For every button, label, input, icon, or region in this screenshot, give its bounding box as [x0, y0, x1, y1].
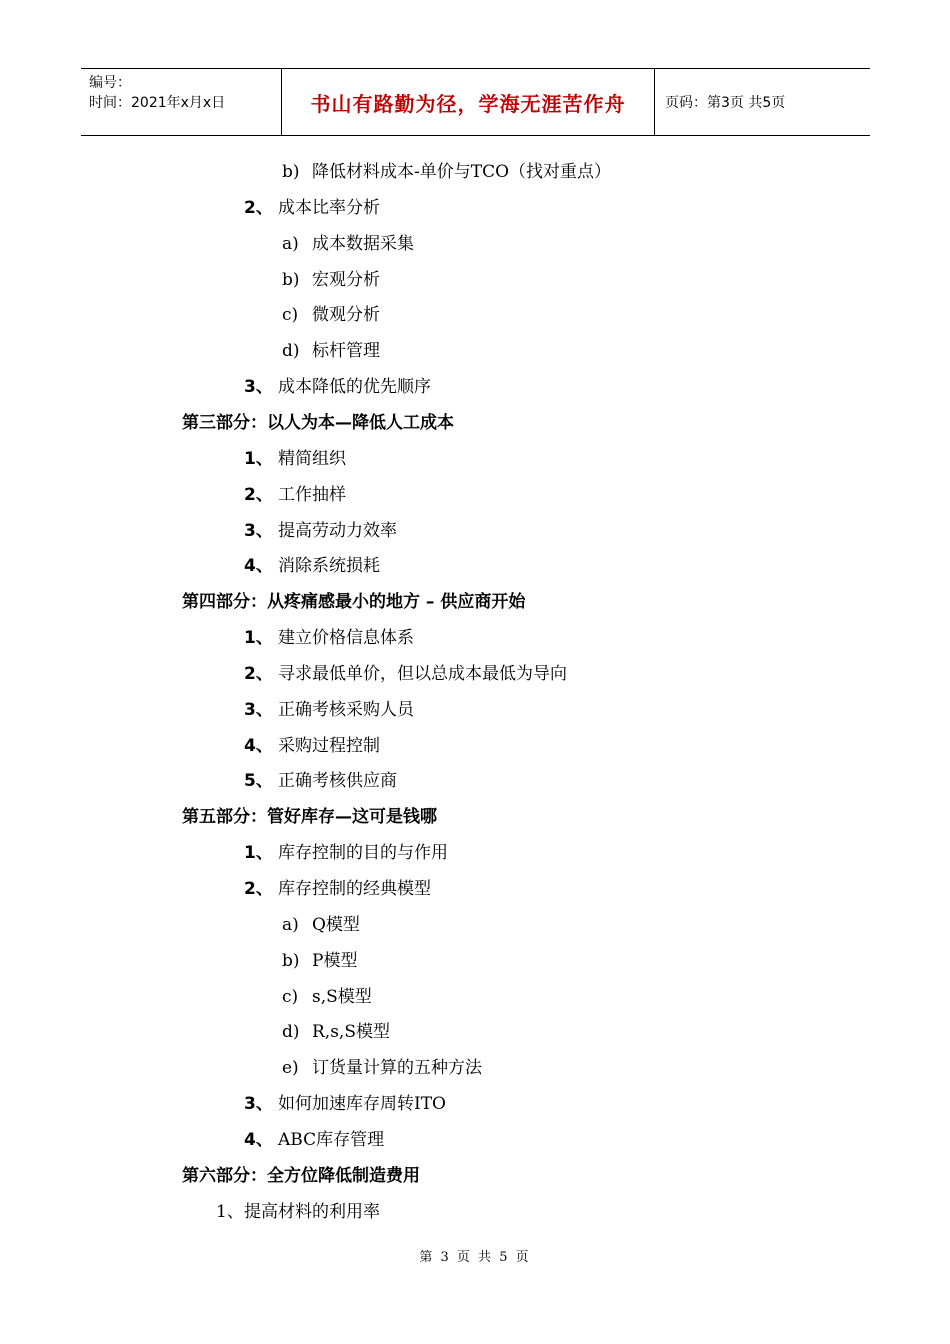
- item-text: 标杆管理: [312, 341, 380, 362]
- time-label: 时间：2021年x月x日: [89, 95, 226, 111]
- item-text: 建立价格信息体系: [278, 628, 414, 649]
- header-meta: [81, 69, 282, 135]
- header-motto: 书山有路勤为径，学海无涯苦作舟: [282, 69, 655, 135]
- item-marker: b): [282, 269, 300, 290]
- item-marker: 2、: [244, 484, 273, 505]
- item-marker: 4、: [244, 1129, 273, 1150]
- item-text: 消除系统损耗: [278, 556, 380, 577]
- item-marker: a): [282, 914, 299, 935]
- item-marker: 1、: [216, 1201, 244, 1222]
- item-marker: 3、: [244, 699, 273, 720]
- item-text: s,S模型: [312, 986, 372, 1007]
- item-marker: 2、: [244, 879, 273, 899]
- item-marker: 3、: [244, 377, 273, 398]
- item-text: 降低材料成本-单价与TCO（找对重点）: [312, 162, 612, 182]
- item-text: 宏观分析: [312, 269, 380, 290]
- item-text: 微观分析: [312, 305, 380, 326]
- item-text: Q模型: [312, 914, 360, 935]
- item-text: ABC库存管理: [278, 1129, 385, 1150]
- section-heading: [182, 1164, 420, 1188]
- item-text: 提高材料的利用率: [244, 1201, 380, 1222]
- item-marker: 2、: [244, 663, 273, 684]
- serial-label: 编号：: [89, 75, 131, 91]
- item-text: 采购过程控制: [278, 735, 380, 756]
- item-marker: 1、: [244, 628, 273, 649]
- item-text: 正确考核供应商: [278, 771, 397, 792]
- item-marker: c): [282, 986, 299, 1007]
- item-marker: 3、: [244, 520, 273, 541]
- item-marker: 4、: [244, 556, 273, 577]
- item-marker: d): [282, 1022, 300, 1043]
- item-marker: 2、: [244, 197, 273, 218]
- page-footer: 第 3 页 共 5 页: [419, 1250, 531, 1265]
- item-marker: a): [282, 233, 299, 254]
- item-text: P模型: [312, 950, 358, 971]
- item-text: 订货量计算的五种方法: [312, 1058, 482, 1079]
- page-header: [81, 68, 870, 136]
- item-marker: 4、: [244, 735, 273, 756]
- section-heading: [182, 805, 437, 829]
- item-marker: d): [282, 341, 300, 362]
- section-heading-text: 第四部分：从疼痛感最小的地方 – 供应商开始: [182, 592, 526, 613]
- item-marker: 5、: [244, 771, 273, 792]
- item-text: 库存控制的经典模型: [278, 879, 431, 899]
- header-page-info: 页码：第3页 共5页: [665, 95, 786, 111]
- item-marker: b): [282, 950, 300, 971]
- item-marker: 1、: [244, 843, 273, 864]
- item-text: 工作抽样: [278, 484, 346, 505]
- section-heading-text: 第五部分：管好库存—这可是钱哪: [182, 807, 437, 828]
- item-text: R,s,S模型: [312, 1022, 390, 1043]
- item-marker: 1、: [244, 448, 273, 469]
- item-text: 库存控制的目的与作用: [278, 843, 448, 864]
- section-heading: [182, 411, 454, 435]
- item-text: 成本数据采集: [312, 233, 414, 254]
- section-heading-text: 第三部分：以人为本—降低人工成本: [182, 412, 454, 433]
- item-text: 如何加速库存周转ITO: [278, 1094, 446, 1115]
- item-marker: c): [282, 305, 299, 326]
- item-marker: e): [282, 1058, 299, 1079]
- section-heading: [182, 590, 525, 614]
- item-text: 提高劳动力效率: [278, 520, 397, 541]
- item-text: 成本降低的优先顺序: [278, 377, 431, 398]
- item-text: 正确考核采购人员: [278, 699, 414, 720]
- item-text: 寻求最低单价，但以总成本最低为导向: [278, 663, 567, 684]
- item-marker: 3、: [244, 1094, 273, 1115]
- section-heading-text: 第六部分：全方位降低制造费用: [182, 1165, 420, 1186]
- item-marker: b): [282, 162, 300, 182]
- item-text: 成本比率分析: [278, 197, 380, 218]
- item-text: 精简组织: [278, 448, 346, 469]
